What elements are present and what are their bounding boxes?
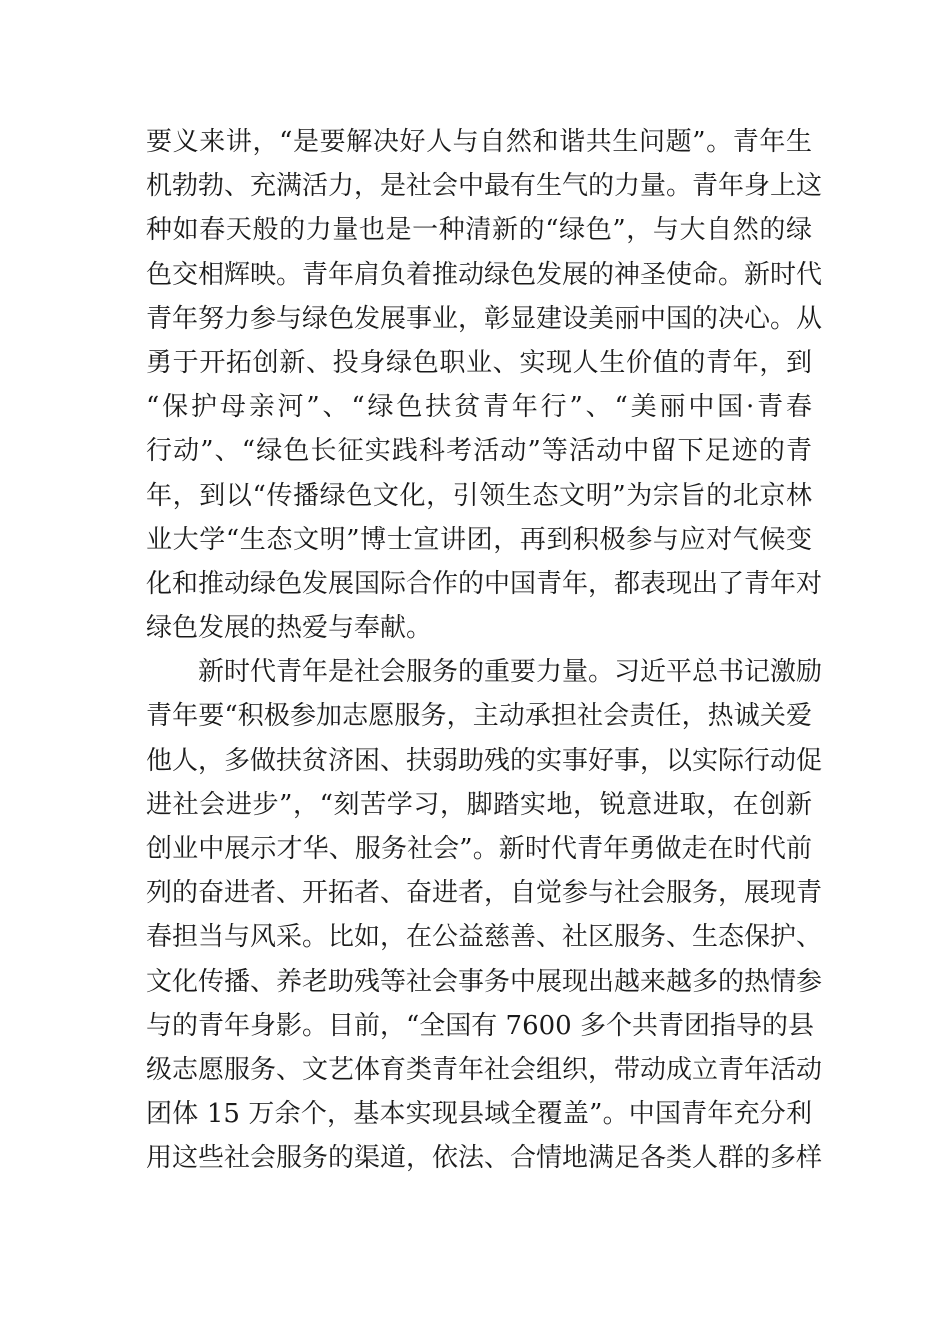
text-line: 要义来讲，“是要解决好人与自然和谐共生问题”。青年生: [146, 127, 812, 157]
text-line: 行动”、“绿色长征实践科考活动”等活动中留下足迹的青: [146, 436, 812, 467]
paragraph-social-service: [146, 650, 823, 1180]
text-line: 创业中展示才华、服务社会”。新时代青年勇做走在时代前: [146, 834, 812, 864]
text-line: 色交相辉映。青年肩负着推动绿色发展的神圣使命。新时代: [146, 259, 823, 290]
text-line: 种如春天般的力量也是一种清新的“绿色”，与大自然的绿: [146, 215, 812, 246]
text-line: 勇于开拓创新、投身绿色职业、实现人生价值的青年，到: [146, 347, 812, 378]
text-line: 与的青年身影。目前，“全国有 7600 多个共青团指导的县: [146, 1010, 814, 1041]
paragraph-green-development: [146, 120, 823, 650]
text-line: 青年要“积极参加志愿服务，主动承担社会责任，热诚关爱: [146, 701, 812, 732]
text-line: 列的奋进者、开拓者、奋进者，自觉参与社会服务，展现青: [146, 878, 823, 909]
text-line: 文化传播、养老助残等社会事务中展现出越来越多的热情参: [146, 966, 823, 997]
text-line: 年，到以“传播绿色文化，引领生态文明”为宗旨的北京林: [146, 480, 812, 511]
text-line: “保护母亲河”、“绿色扶贫青年行”、“美丽中国·青春: [146, 392, 812, 423]
text-line: 团体 15 万余个，基本实现县域全覆盖”。中国青年充分利: [146, 1099, 812, 1130]
text-line: 绿色发展的热爱与奉献。: [146, 613, 433, 644]
text-line: 春担当与风采。比如，在公益慈善、社区服务、生态保护、: [146, 922, 823, 953]
text-line: 新时代青年是社会服务的重要力量。习近平总书记激励: [198, 657, 823, 688]
text-line: 业大学“生态文明”博士宣讲团，再到积极参与应对气候变: [146, 524, 812, 555]
text-line: 级志愿服务、文艺体育类青年社会组织，带动成立青年活动: [146, 1054, 823, 1085]
text-line: 化和推动绿色发展国际合作的中国青年，都表现出了青年对: [146, 568, 823, 599]
text-line: 青年努力参与绿色发展事业，彰显建设美丽中国的决心。从: [146, 303, 823, 334]
text-line: 用这些社会服务的渠道，依法、合情地满足各类人群的多样: [146, 1143, 823, 1174]
body-text: [146, 120, 823, 1181]
text-line: 他人，多做扶贫济困、扶弱助残的实事好事，以实际行动促: [146, 745, 823, 776]
text-line: 进社会进步”，“刻苦学习，脚踏实地，锐意进取，在创新: [146, 789, 812, 820]
text-line: 机勃勃、充满活力，是社会中最有生气的力量。青年身上这: [146, 171, 823, 202]
